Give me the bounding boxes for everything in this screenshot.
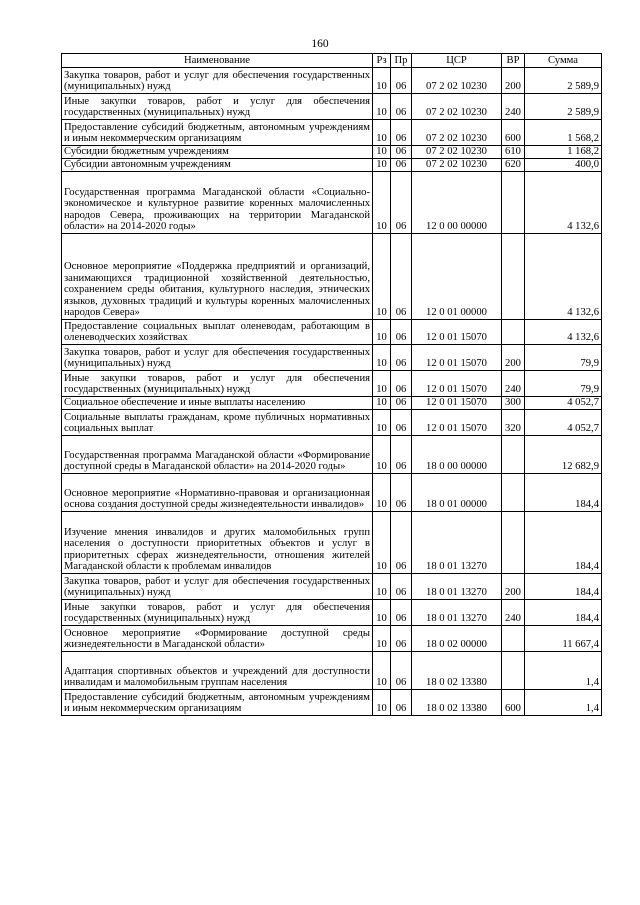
row-pr-cell: 06 — [391, 410, 412, 436]
table-row — [62, 120, 602, 146]
header-name: Наименование — [62, 54, 373, 68]
row-csr-cell: 07 2 02 10230 — [412, 146, 502, 159]
row-rz-cell: 10 — [373, 159, 391, 172]
row-pr-cell: 06 — [391, 690, 412, 716]
row-name-cell: Предоставление социальных выплат оленеводам, работающим в оленеводческих хозяйствах — [62, 320, 373, 345]
row-csr-cell: 18 0 00 00000 — [412, 436, 502, 474]
table-body — [62, 68, 602, 716]
row-sum-cell: 1 168,2 — [525, 146, 602, 159]
row-vr-cell — [502, 626, 525, 652]
row-pr-cell: 06 — [391, 652, 412, 690]
table-row — [62, 68, 602, 94]
row-name-cell: Государственная программа Магаданской области «Социально-экономическое и культурное развитие коренных малочисленных народов Севера, проживающих на территории Магаданской области» на 2014-2020 годы» — [62, 172, 373, 234]
table-row — [62, 320, 602, 345]
row-sum-cell: 4 052,7 — [525, 397, 602, 410]
row-rz-cell: 10 — [373, 345, 391, 371]
row-name-cell: Закупка товаров, работ и услуг для обеспечения государственных (муниципальных) нужд — [62, 345, 373, 371]
row-rz-cell: 10 — [373, 410, 391, 436]
row-vr-cell: 240 — [502, 600, 525, 626]
row-rz-cell: 10 — [373, 94, 391, 120]
row-sum-cell: 79,9 — [525, 371, 602, 397]
row-name-cell: Иные закупки товаров, работ и услуг для обеспечения государственных (муниципальных) нужд — [62, 371, 373, 397]
budget-table — [61, 53, 602, 716]
table-row — [62, 512, 602, 574]
row-pr-cell: 06 — [391, 512, 412, 574]
table-row — [62, 410, 602, 436]
row-sum-cell: 4 132,6 — [525, 320, 602, 345]
row-sum-cell: 1,4 — [525, 652, 602, 690]
row-name-cell: Изучение мнения инвалидов и других маломобильных групп населения о доступности приоритетных объектов и услуг в приоритетных сферах жизнедеятельности, отношения жителей Магаданской области к проблемам инвалидов — [62, 512, 373, 574]
row-rz-cell: 10 — [373, 512, 391, 574]
table-row — [62, 172, 602, 234]
row-sum-cell: 184,4 — [525, 474, 602, 512]
row-pr-cell: 06 — [391, 320, 412, 345]
row-pr-cell: 06 — [391, 436, 412, 474]
row-csr-cell: 07 2 02 10230 — [412, 94, 502, 120]
table-row — [62, 371, 602, 397]
row-csr-cell: 12 0 01 15070 — [412, 410, 502, 436]
row-sum-cell: 184,4 — [525, 512, 602, 574]
row-csr-cell: 07 2 02 10230 — [412, 68, 502, 94]
row-name-cell: Государственная программа Магаданской области «Формирование доступной среды в Магаданской области» на 2014-2020 годы» — [62, 436, 373, 474]
row-csr-cell: 18 0 01 13270 — [412, 574, 502, 600]
row-name-cell: Иные закупки товаров, работ и услуг для обеспечения государственных (муниципальных) нужд — [62, 600, 373, 626]
row-csr-cell: 18 0 01 13270 — [412, 600, 502, 626]
row-vr-cell — [502, 652, 525, 690]
header-pr: Пр — [391, 54, 412, 68]
row-vr-cell — [502, 172, 525, 234]
row-pr-cell: 06 — [391, 345, 412, 371]
row-pr-cell: 06 — [391, 146, 412, 159]
row-rz-cell: 10 — [373, 690, 391, 716]
row-pr-cell: 06 — [391, 94, 412, 120]
row-name-cell: Основное мероприятие «Нормативно-правовая и организационная основа создания доступной среды жизнедеятельности инвалидов» — [62, 474, 373, 512]
row-rz-cell: 10 — [373, 474, 391, 512]
row-sum-cell: 79,9 — [525, 345, 602, 371]
row-vr-cell: 200 — [502, 574, 525, 600]
row-csr-cell: 18 0 01 13270 — [412, 512, 502, 574]
row-pr-cell: 06 — [391, 371, 412, 397]
row-sum-cell: 2 589,9 — [525, 94, 602, 120]
row-pr-cell: 06 — [391, 397, 412, 410]
row-vr-cell — [502, 234, 525, 320]
table-row — [62, 345, 602, 371]
row-csr-cell: 12 0 01 15070 — [412, 320, 502, 345]
row-sum-cell: 184,4 — [525, 574, 602, 600]
row-vr-cell: 200 — [502, 345, 525, 371]
row-name-cell: Социальное обеспечение и иные выплаты населению — [62, 397, 373, 410]
row-name-cell: Социальные выплаты гражданам, кроме публичных нормативных социальных выплат — [62, 410, 373, 436]
row-pr-cell: 06 — [391, 120, 412, 146]
row-csr-cell: 18 0 02 00000 — [412, 626, 502, 652]
row-vr-cell: 600 — [502, 120, 525, 146]
row-sum-cell: 400,0 — [525, 159, 602, 172]
row-name-cell: Основное мероприятие «Поддержка предприятий и организаций, занимающихся традиционной хозяйственной деятельностью, сохранением среды обитания, культурного наследия, этнических языков, духовных традиций и культуры коренных малочисленных народов Севера» — [62, 234, 373, 320]
header-csr: ЦСР — [412, 54, 502, 68]
row-vr-cell: 240 — [502, 371, 525, 397]
row-vr-cell — [502, 436, 525, 474]
row-name-cell: Предоставление субсидий бюджетным, автономным учреждениям и иным некоммерческим организациям — [62, 690, 373, 716]
table-row — [62, 397, 602, 410]
table-row — [62, 474, 602, 512]
row-rz-cell: 10 — [373, 172, 391, 234]
row-vr-cell: 240 — [502, 94, 525, 120]
row-rz-cell: 10 — [373, 68, 391, 94]
page-number: 160 — [311, 38, 329, 50]
header-row — [62, 54, 602, 68]
table-row — [62, 626, 602, 652]
row-rz-cell: 10 — [373, 320, 391, 345]
row-pr-cell: 06 — [391, 600, 412, 626]
row-sum-cell: 4 132,6 — [525, 234, 602, 320]
row-pr-cell: 06 — [391, 159, 412, 172]
table-row — [62, 436, 602, 474]
row-rz-cell: 10 — [373, 371, 391, 397]
row-csr-cell: 12 0 01 15070 — [412, 371, 502, 397]
row-rz-cell: 10 — [373, 120, 391, 146]
header-vr: ВР — [502, 54, 525, 68]
row-name-cell: Предоставление субсидий бюджетным, автономным учреждениям и иным некоммерческим организациям — [62, 120, 373, 146]
row-name-cell: Адаптация спортивных объектов и учреждений для доступности инвалидам и маломобильным группам населения — [62, 652, 373, 690]
row-vr-cell: 610 — [502, 146, 525, 159]
row-name-cell: Иные закупки товаров, работ и услуг для обеспечения государственных (муниципальных) нужд — [62, 94, 373, 120]
row-pr-cell: 06 — [391, 68, 412, 94]
header-sum: Сумма — [525, 54, 602, 68]
row-rz-cell: 10 — [373, 652, 391, 690]
row-csr-cell: 07 2 02 10230 — [412, 120, 502, 146]
row-csr-cell: 18 0 01 00000 — [412, 474, 502, 512]
row-name-cell: Закупка товаров, работ и услуг для обеспечения государственных (муниципальных) нужд — [62, 574, 373, 600]
row-csr-cell: 12 0 01 00000 — [412, 234, 502, 320]
row-csr-cell: 18 0 02 13380 — [412, 652, 502, 690]
row-rz-cell: 10 — [373, 234, 391, 320]
table-row — [62, 234, 602, 320]
table-row — [62, 652, 602, 690]
row-sum-cell: 1,4 — [525, 690, 602, 716]
row-csr-cell: 07 2 02 10230 — [412, 159, 502, 172]
row-pr-cell: 06 — [391, 234, 412, 320]
row-vr-cell: 200 — [502, 68, 525, 94]
row-vr-cell: 300 — [502, 397, 525, 410]
row-vr-cell — [502, 512, 525, 574]
row-pr-cell: 06 — [391, 626, 412, 652]
row-rz-cell: 10 — [373, 146, 391, 159]
table-row — [62, 600, 602, 626]
row-sum-cell: 4 132,6 — [525, 172, 602, 234]
row-name-cell: Субсидии автономным учреждениям — [62, 159, 373, 172]
row-csr-cell: 12 0 01 15070 — [412, 397, 502, 410]
row-pr-cell: 06 — [391, 474, 412, 512]
row-vr-cell: 600 — [502, 690, 525, 716]
row-rz-cell: 10 — [373, 600, 391, 626]
row-vr-cell — [502, 474, 525, 512]
row-pr-cell: 06 — [391, 574, 412, 600]
table-row — [62, 94, 602, 120]
row-rz-cell: 10 — [373, 397, 391, 410]
table-row — [62, 146, 602, 159]
row-sum-cell: 12 682,9 — [525, 436, 602, 474]
row-sum-cell: 1 568,2 — [525, 120, 602, 146]
row-csr-cell: 18 0 02 13380 — [412, 690, 502, 716]
row-rz-cell: 10 — [373, 626, 391, 652]
row-rz-cell: 10 — [373, 574, 391, 600]
table-row — [62, 574, 602, 600]
row-vr-cell: 320 — [502, 410, 525, 436]
row-vr-cell: 620 — [502, 159, 525, 172]
row-sum-cell: 184,4 — [525, 600, 602, 626]
row-vr-cell — [502, 320, 525, 345]
header-rz: Рз — [373, 54, 391, 68]
row-name-cell: Закупка товаров, работ и услуг для обеспечения государственных (муниципальных) нужд — [62, 68, 373, 94]
table-row — [62, 159, 602, 172]
row-csr-cell: 12 0 01 15070 — [412, 345, 502, 371]
row-sum-cell: 4 052,7 — [525, 410, 602, 436]
row-csr-cell: 12 0 00 00000 — [412, 172, 502, 234]
row-pr-cell: 06 — [391, 172, 412, 234]
row-name-cell: Субсидии бюджетным учреждениям — [62, 146, 373, 159]
row-rz-cell: 10 — [373, 436, 391, 474]
row-name-cell: Основное мероприятие «Формирование доступной среды жизнедеятельности в Магаданской области» — [62, 626, 373, 652]
table-row — [62, 690, 602, 716]
row-sum-cell: 11 667,4 — [525, 626, 602, 652]
row-sum-cell: 2 589,9 — [525, 68, 602, 94]
